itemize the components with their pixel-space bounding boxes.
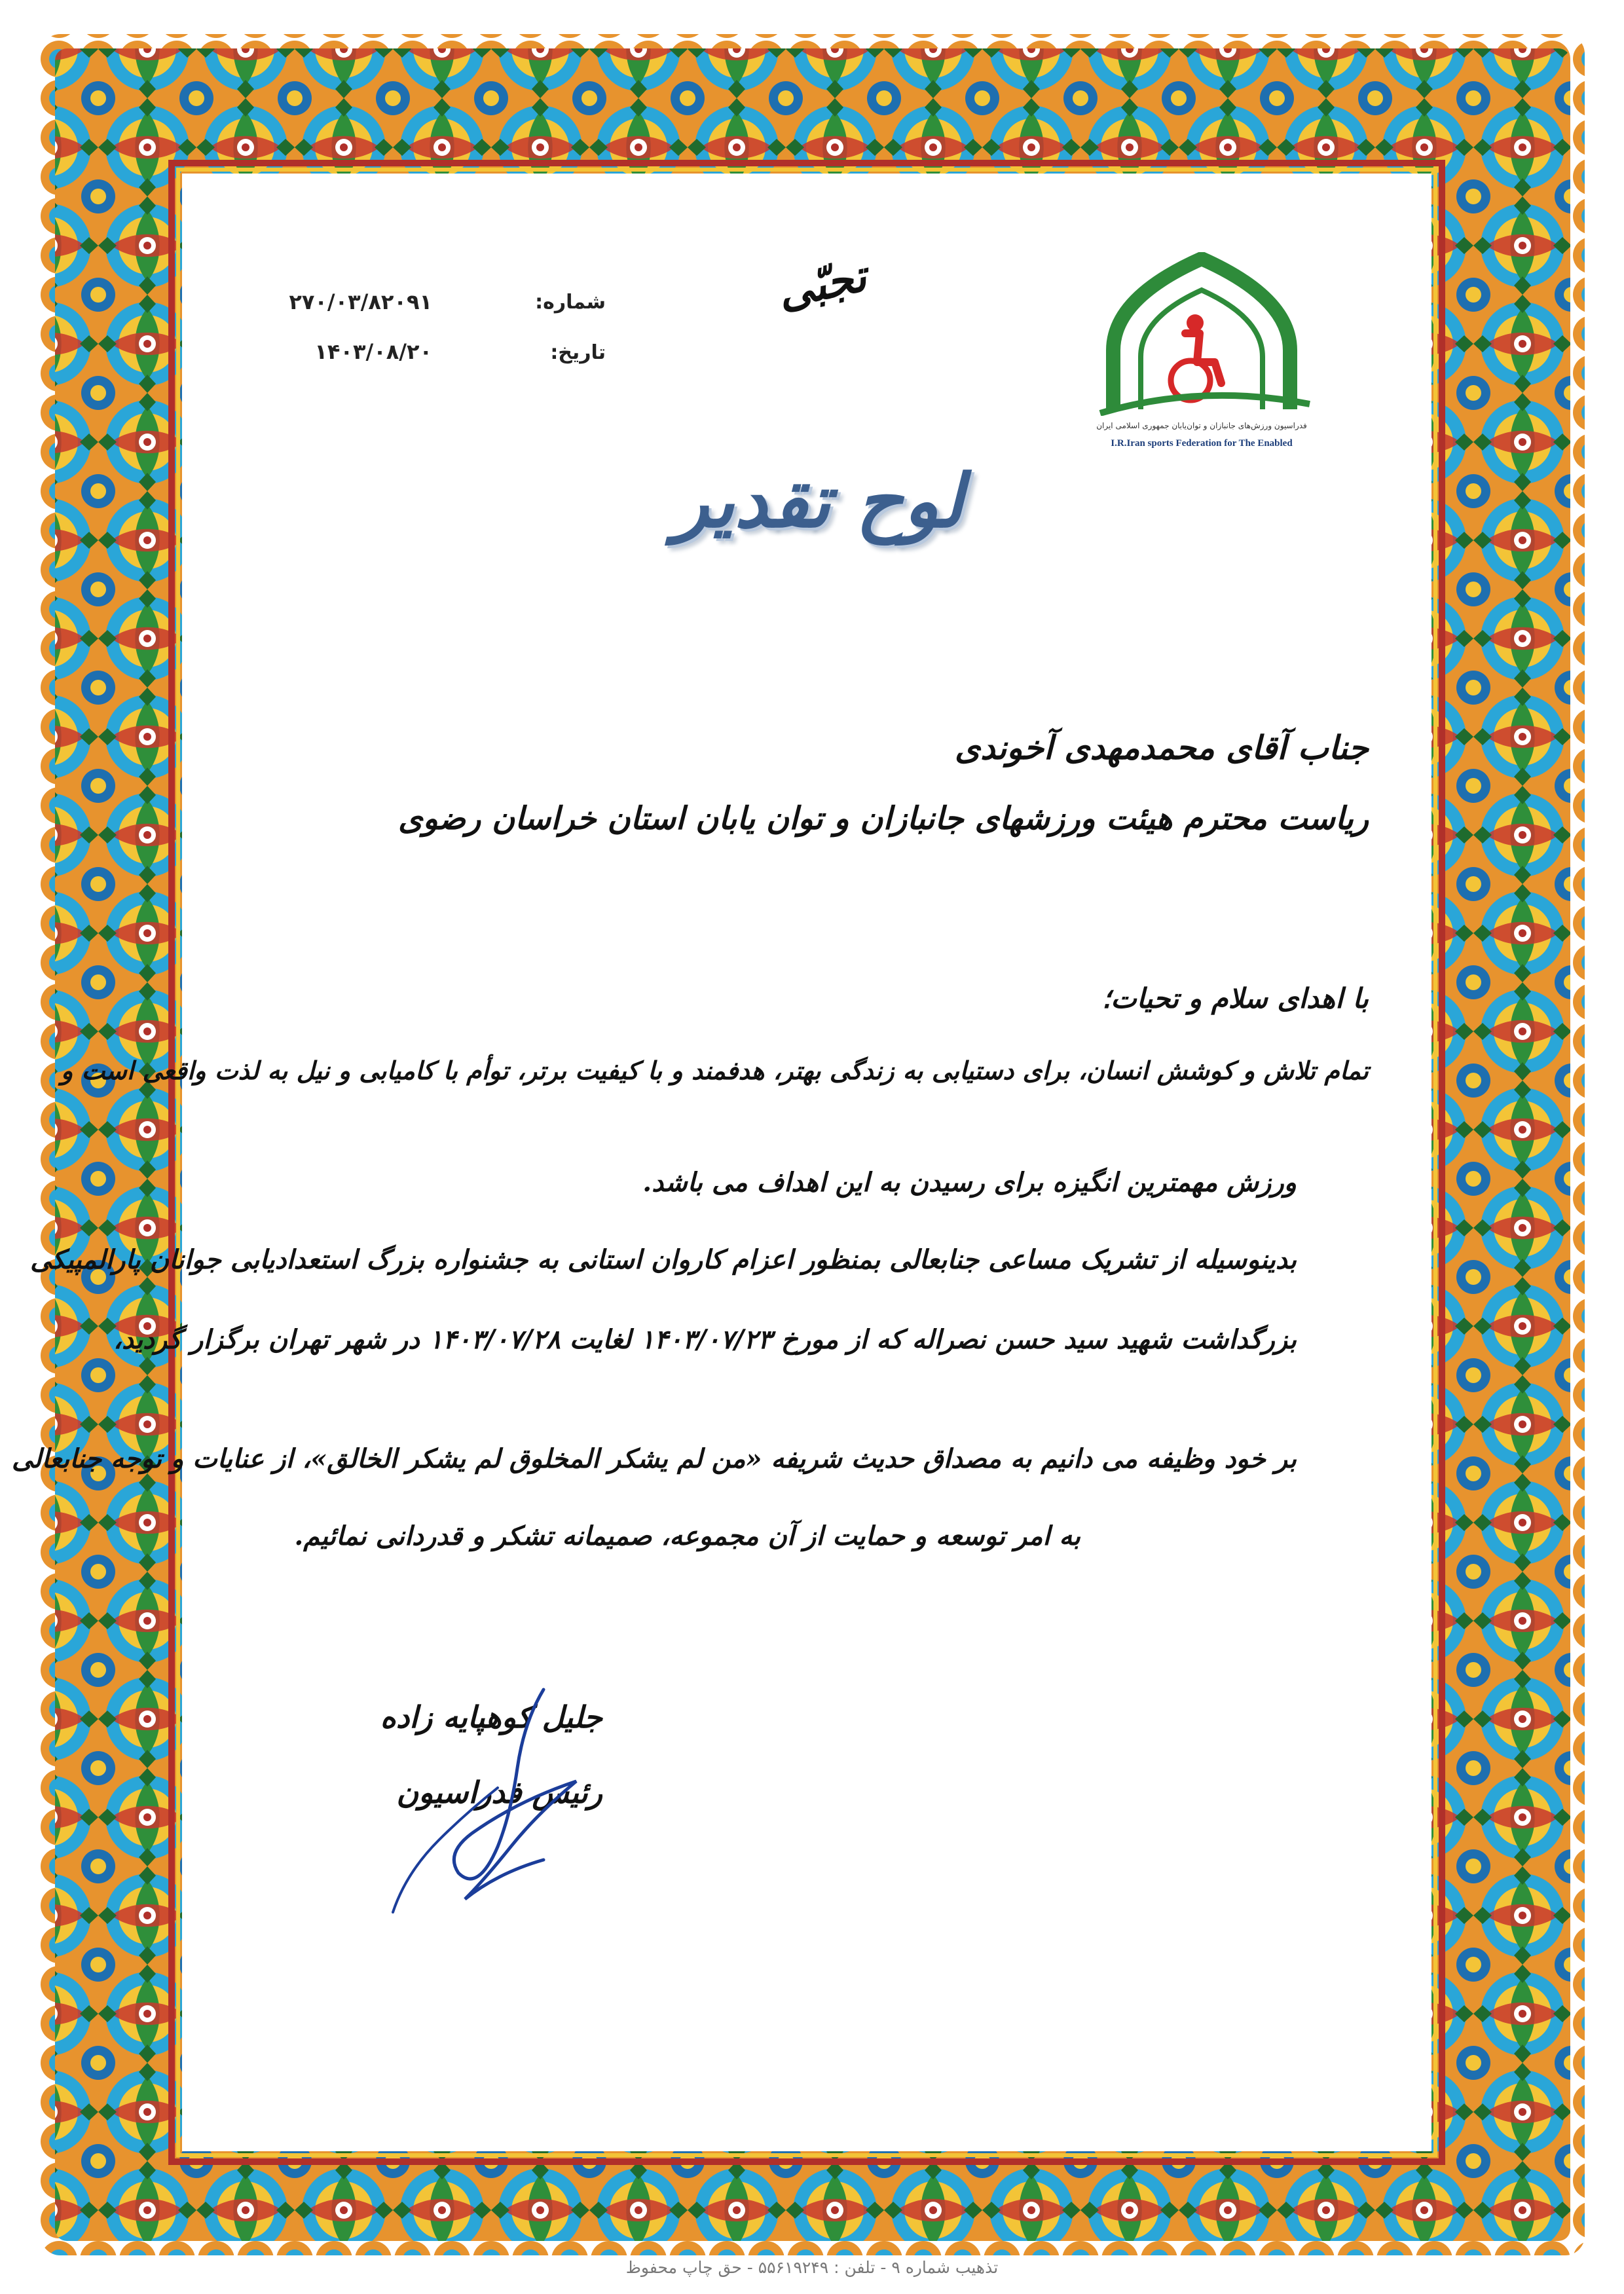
signatory-name: جلیل کوهپایه زاده	[380, 1699, 602, 1735]
handwritten-signature-icon	[367, 1676, 616, 1925]
signatory-title: رئیس فدراسیون	[396, 1775, 602, 1810]
number-label: شماره:	[535, 291, 606, 314]
federation-logo	[1087, 252, 1316, 468]
logo-name-en: I.R.Iran sports Federation for The Enabled	[1111, 438, 1293, 449]
paragraph2-line: بر خود وظیفه می دانیم به مصداق حدیث شریفه «من لم یشکر المخلوق لم یشکر الخالق»، از عنایات و توجه جنابعالی	[11, 1443, 1297, 1474]
recipient-name: جناب آقای محمدمهدی آخوندی	[954, 728, 1369, 767]
paragraph2-line: به امر توسعه و حمایت از آن مجموعه، صمیمانه تشکر و قدردانی نمائیم.	[294, 1521, 1080, 1551]
paragraph1-line: ورزش مهمترین انگیزه برای رسیدن به این اهداف می باشد.	[642, 1167, 1297, 1198]
paragraph2-line: بزرگداشت شهید سید حسن نصراله که از مورخ ۱۴۰۳/۰۷/۲۳ لغایت ۱۴۰۳/۰۷/۲۸ در شهر تهران برگزار گردید،	[113, 1324, 1297, 1355]
page-title: لوح تقدیر	[673, 458, 964, 544]
date-label: تاریخ:	[550, 341, 606, 364]
footer-text: تذهیب شماره ۹ - تلفن : ۵۵۶۱۹۲۴۹ - حق چاپ محفوظ	[625, 2258, 999, 2277]
logo-emblem-icon	[1087, 252, 1316, 416]
paragraph2-line: بدینوسیله از تشریک مساعی جنابعالی بمنظور اعزام کاروان استانی به جشنواره بزرگ استعدادیابی جوانان پارالمپیکی	[30, 1244, 1297, 1275]
greeting: با اهدای سلام و تحیات؛	[1101, 982, 1369, 1014]
paragraph1-line: تمام تلاش و کوشش انسان، برای دستیابی به زندگی بهتر، هدفمند و با کیفیت برتر، توأم با کامیابی و نیل به لذت واقعی است و	[61, 1056, 1369, 1085]
calligraphy-stamp: تجبّی	[773, 250, 871, 319]
logo-name-fa: فدراسیون ورزش‌های جانبازان و توان‌یابان جمهوری اسلامی ایران	[1096, 421, 1307, 430]
recipient-position: ریاست محترم هیئت ورزشهای جانبازان و توان یابان استان خراسان رضوی	[398, 800, 1369, 837]
number-value: ۲۷۰/۰۳/۸۲۰۹۱	[289, 289, 432, 314]
date-value: ۱۴۰۳/۰۸/۲۰	[314, 339, 432, 364]
